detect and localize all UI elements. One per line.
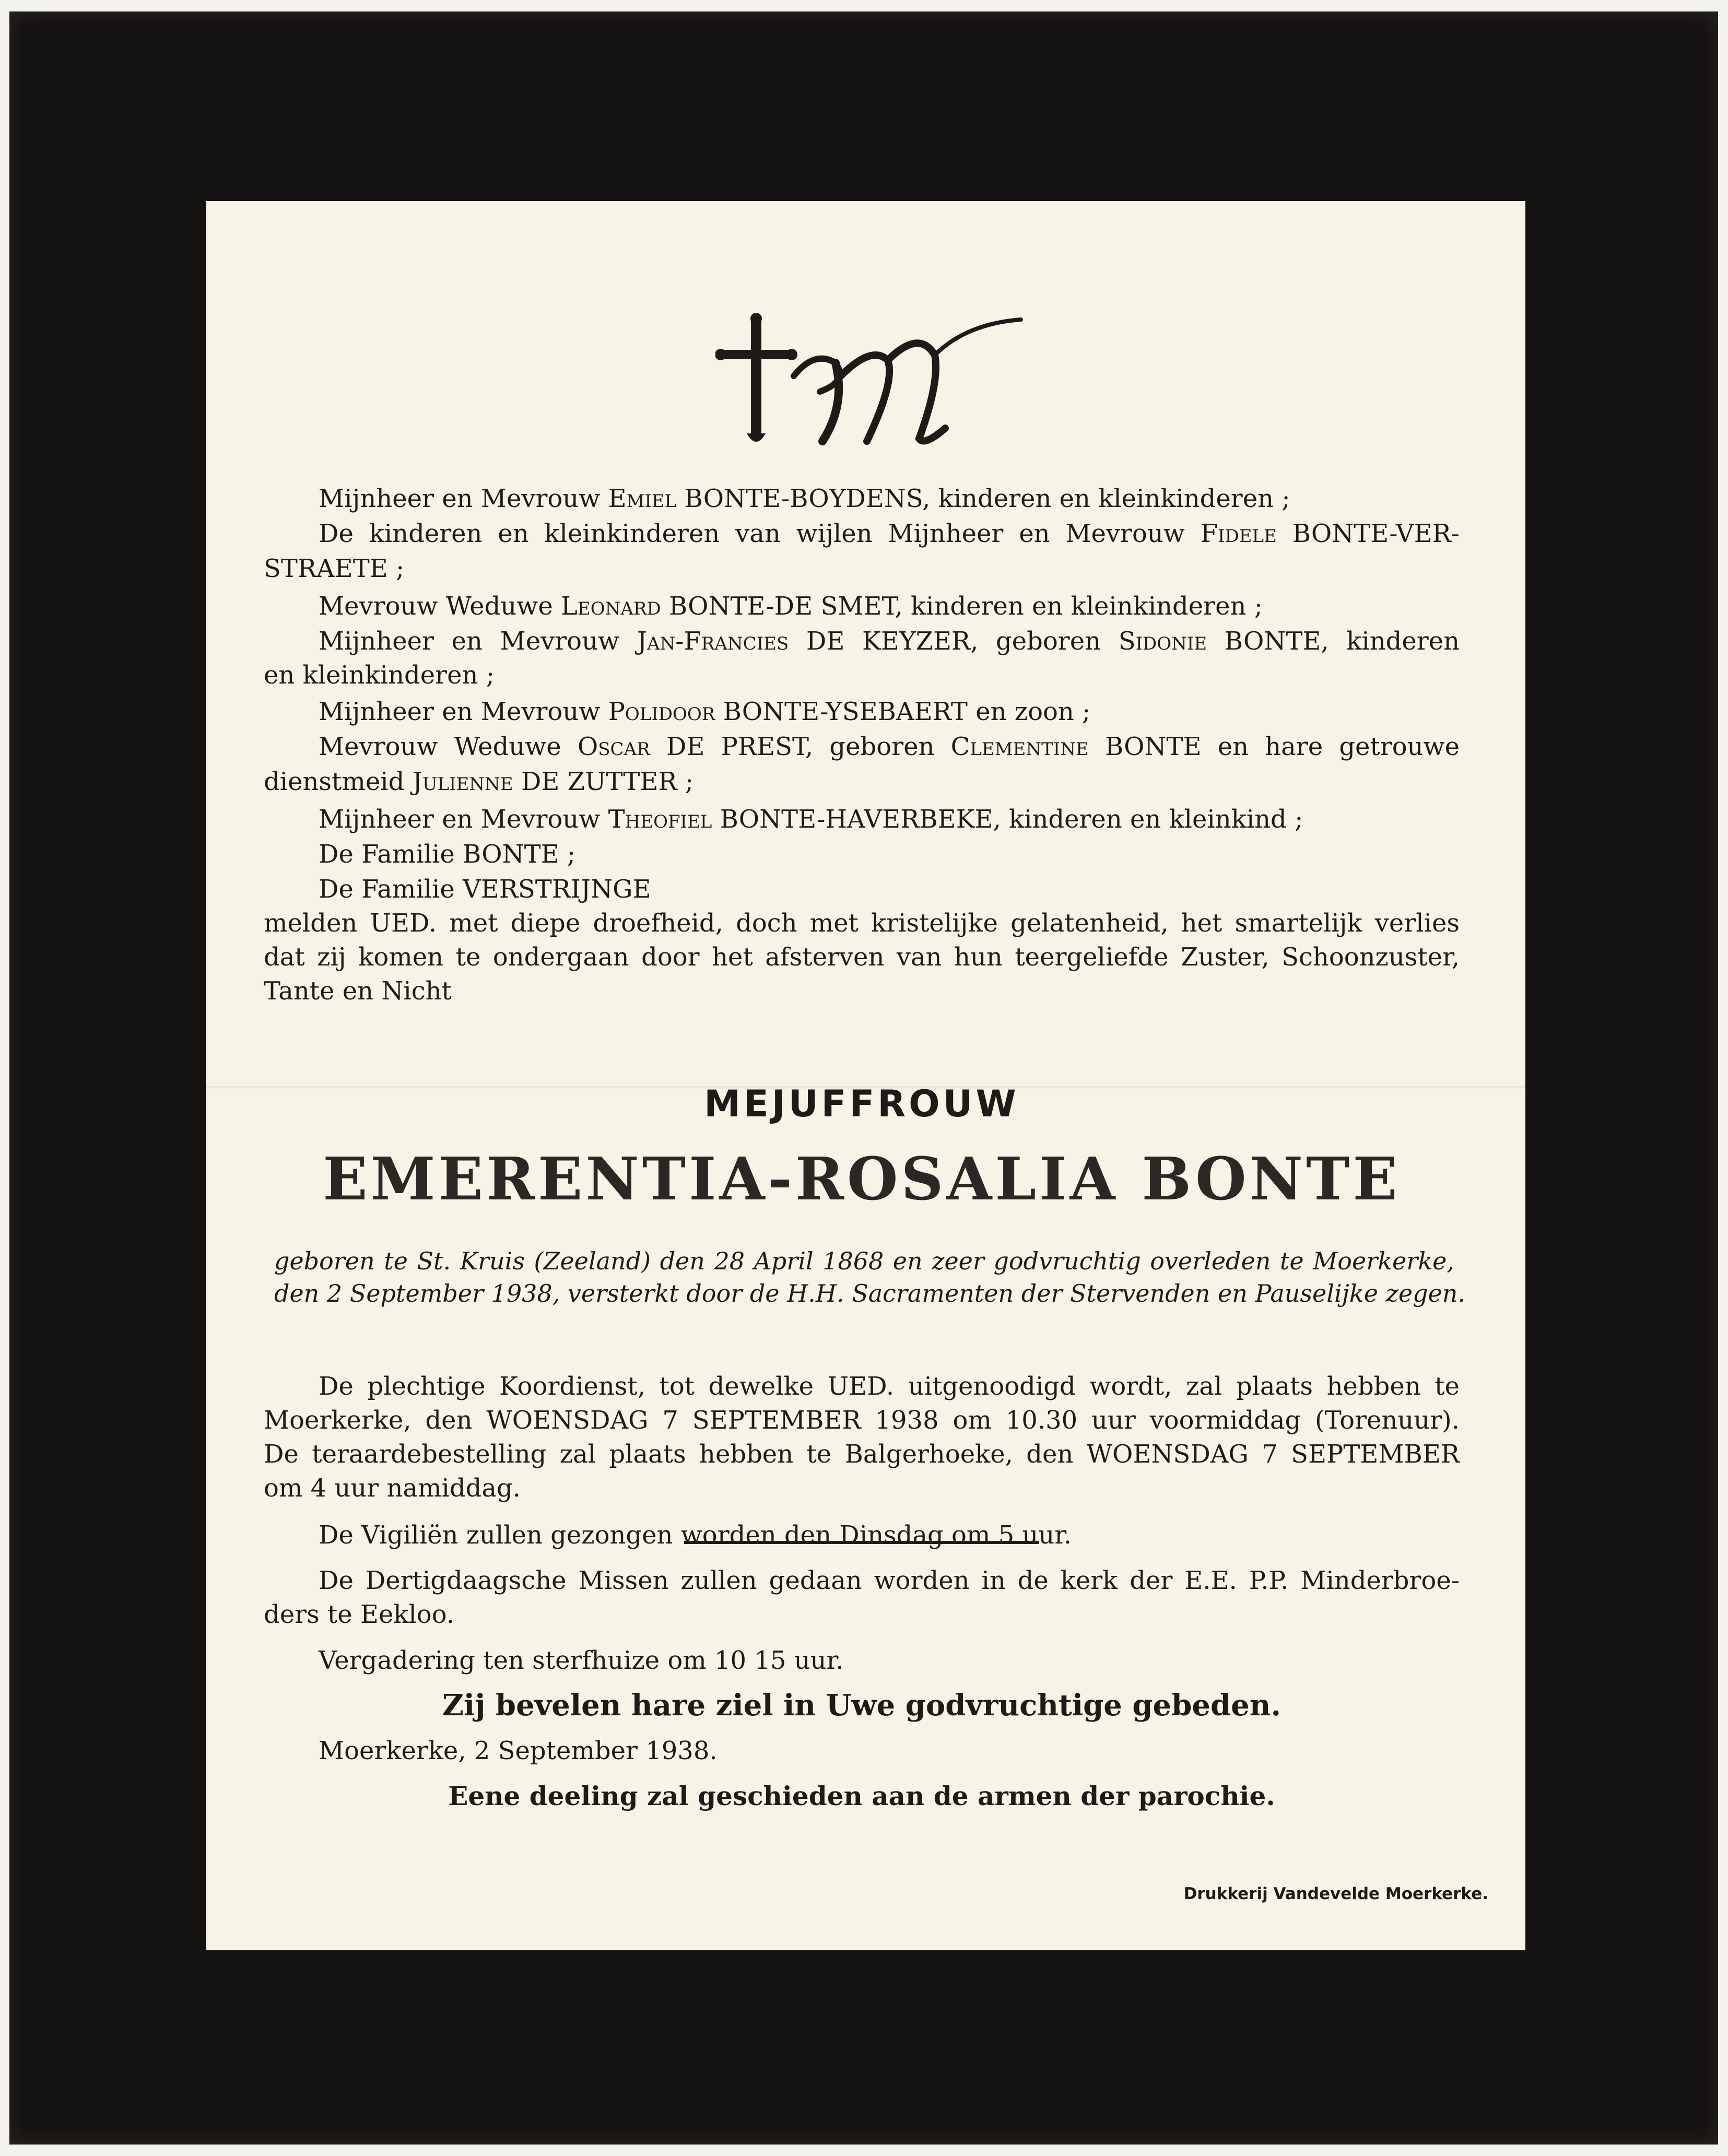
printer-credit: Drukkerij Vandevelde Moerkerke. xyxy=(1183,1884,1488,1903)
service-line-3: De teraardebestelling zal plaats hebben te Balgerhoeke, den WOENSDAG 7 SEPTEMBER xyxy=(264,1440,1460,1469)
service-line-2: Moerkerke, den WOENSDAG 7 SEPTEMBER 1938 om 10.30 uur voormiddag (Torenuur). xyxy=(264,1406,1460,1435)
deceased-name: EMERENTIA-ROSALIA BONTE xyxy=(323,1145,1401,1214)
vigilien-line: De Vigiliën zullen gezongen worden den Dinsdag om 5 uur. xyxy=(319,1521,1072,1550)
death-notice-card xyxy=(206,201,1525,1950)
family-line-11: De Familie BONTE ; xyxy=(319,840,576,869)
message-line-1: melden UED. met diepe droefheid, doch met kristelijke gelatenheid, het smartelijk verlies xyxy=(264,909,1460,938)
letter-m-icon xyxy=(794,320,1021,441)
cross-m-monogram xyxy=(715,313,1024,449)
family-line-2: De kinderen en kleinkinderen van wijlen Mijnheer en Mevrouw Fidele BONTE-VER- xyxy=(319,519,1460,548)
family-line-8: Mevrouw Weduwe Oscar DE PREST, geboren Clementine BONTE en hare getrouwe xyxy=(319,732,1460,761)
message-line-2: dat zij komen te ondergaan door het afsterven van hun teergeliefde Zuster, Schoonzuster, xyxy=(264,942,1460,972)
family-line-7: Mijnheer en Mevrouw Polidoor BONTE-YSEBAERT en zoon ; xyxy=(319,697,1091,726)
missen-line-2: ders te Eekloo. xyxy=(264,1600,455,1629)
place-date-line: Moerkerke, 2 September 1938. xyxy=(319,1736,718,1765)
family-line-9: dienstmeid Julienne DE ZUTTER ; xyxy=(264,767,693,796)
distribution-line: Eene deeling zal geschieden aan de armen der parochie. xyxy=(448,1781,1275,1811)
family-line-6: en kleinkinderen ; xyxy=(264,661,495,690)
family-line-4: Mevrouw Weduwe Leonard BONTE-DE SMET, kinderen en kleinkinderen ; xyxy=(319,592,1263,621)
missen-line-1: De Dertigdaagsche Missen zullen gedaan worden in de kerk der E.E. P.P. Minderbroe- xyxy=(319,1566,1460,1595)
family-line-1: Mijnheer en Mevrouw Emiel BONTE-BOYDENS, kinderen en kleinkinderen ; xyxy=(319,484,1290,513)
family-line-5: Mijnheer en Mevrouw Jan-Francies DE KEYZER, geboren Sidonie BONTE, kinderen xyxy=(319,627,1460,656)
cross-icon xyxy=(715,313,797,442)
deceased-details-2: den 2 September 1938, versterkt door de H.H. Sacramenten der Stervenden en Pauselijke zegen. xyxy=(274,1279,1466,1307)
service-line-4: om 4 uur namiddag. xyxy=(264,1474,521,1503)
service-line-1: De plechtige Koordienst, tot dewelke UED. uitgenoodigd wordt, zal plaats hebben te xyxy=(319,1372,1460,1401)
vergadering-line: Vergadering ten sterfhuize om 10 15 uur. xyxy=(319,1646,844,1675)
deceased-details-1: geboren te St. Kruis (Zeeland) den 28 April 1868 en zeer godvruchtig overleden te Moerkerke, xyxy=(274,1247,1454,1275)
prayer-line: Zij bevelen hare ziel in Uwe godvruchtige gebeden. xyxy=(442,1688,1281,1723)
family-line-3: STRAETE ; xyxy=(264,554,405,583)
family-line-10: Mijnheer en Mevrouw Theofiel BONTE-HAVERBEKE, kinderen en kleinkind ; xyxy=(319,805,1303,834)
deceased-title: MEJUFFROUW xyxy=(704,1082,1019,1125)
message-line-3: Tante en Nicht xyxy=(264,976,452,1006)
family-line-12: De Familie VERSTRIJNGE xyxy=(319,875,651,904)
